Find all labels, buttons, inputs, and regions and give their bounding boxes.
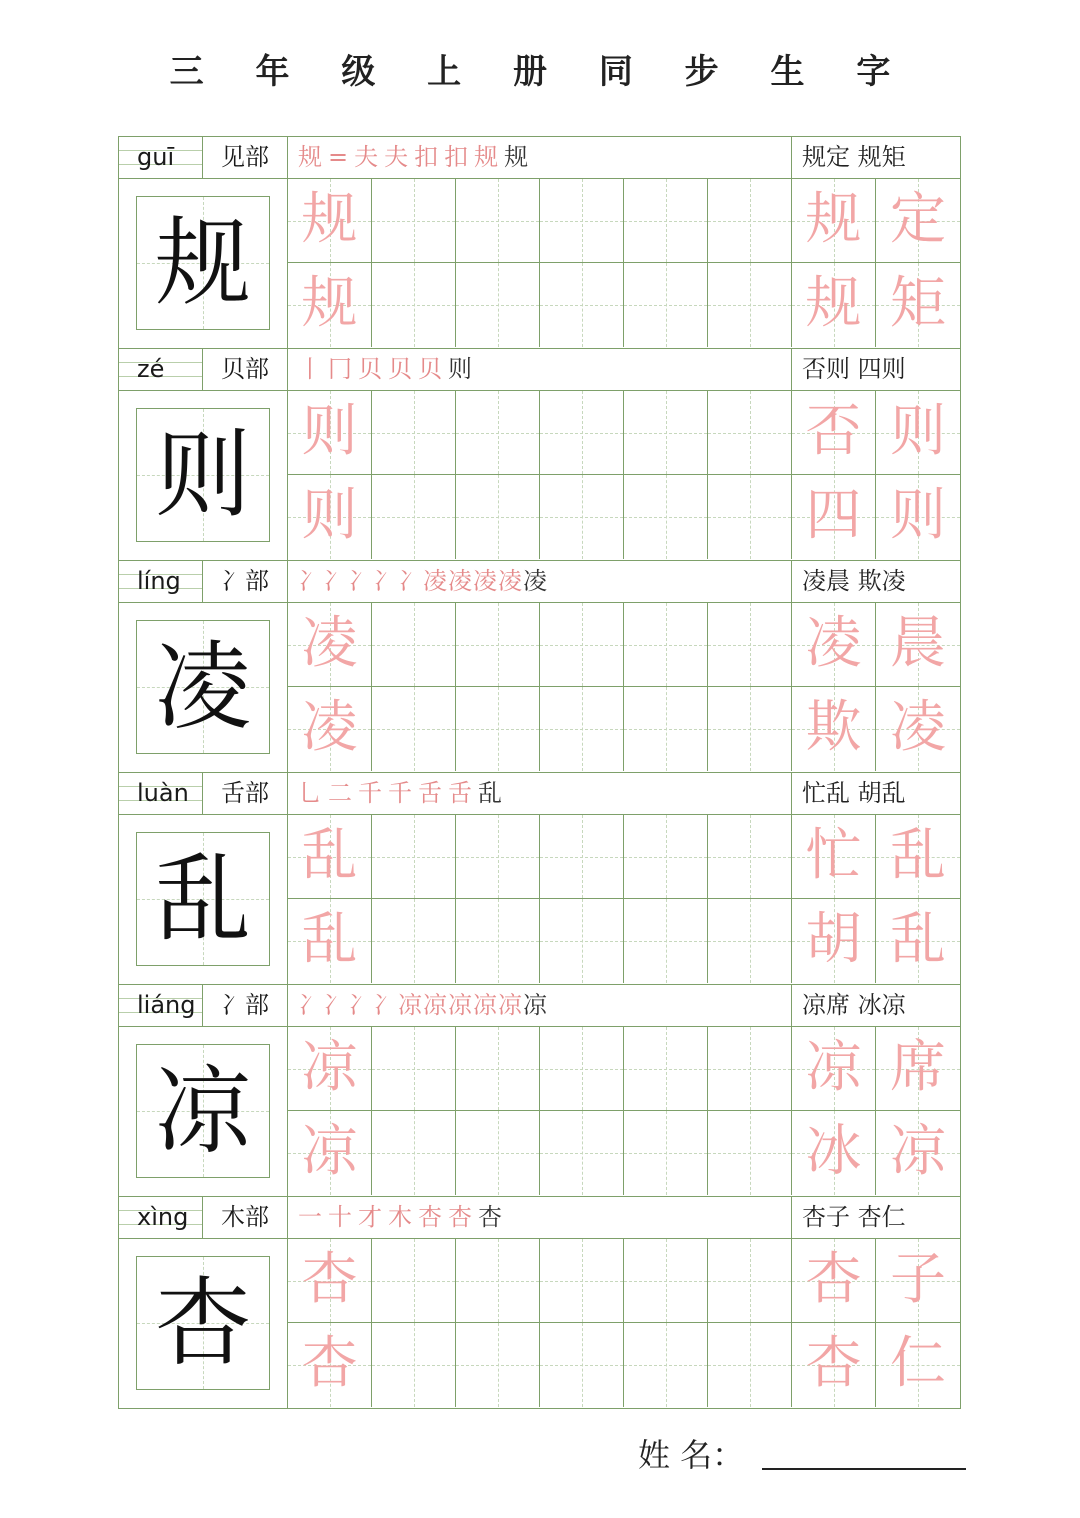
pinyin: líng [119, 561, 203, 602]
trace-word-char: 晨 [890, 611, 946, 676]
stroke-step: 扣 [444, 143, 475, 171]
practice-cell[interactable] [456, 475, 540, 559]
practice-cell[interactable] [456, 899, 540, 983]
stroke-step: = [328, 143, 355, 171]
practice-cell[interactable] [288, 899, 372, 983]
word-cell [876, 687, 960, 771]
practice-cell[interactable] [372, 1111, 456, 1195]
model-char-text: 凌 [155, 631, 251, 743]
practice-grid [288, 179, 962, 348]
trace-word-char: 冰 [805, 1119, 862, 1184]
practice-cell[interactable] [708, 179, 792, 263]
stroke-step-final: 杏 [478, 1203, 508, 1231]
practice-cell[interactable] [372, 475, 456, 559]
char-block-liang [119, 985, 960, 1197]
trace-word-char: 乱 [890, 823, 946, 888]
stroke-order [288, 773, 792, 814]
practice-cell[interactable] [288, 603, 372, 687]
model-char-text: 则 [155, 419, 251, 531]
stroke-step: 丨 [298, 355, 328, 383]
trace-word-char: 规 [805, 187, 862, 252]
practice-cell[interactable] [708, 1239, 792, 1323]
trace-word-char: 子 [890, 1247, 946, 1312]
model-char [136, 832, 270, 966]
stroke-step-final: 乱 [478, 779, 508, 807]
practice-sheet [118, 136, 961, 1409]
practice-grid [288, 815, 962, 984]
practice-cell[interactable] [624, 475, 708, 559]
practice-cell[interactable] [624, 603, 708, 687]
radical: 贝部 [203, 349, 288, 390]
word-cell [876, 1111, 960, 1195]
practice-cell[interactable] [456, 815, 540, 899]
practice-cell[interactable] [540, 1027, 624, 1111]
block-header [119, 773, 960, 815]
model-char-box [119, 179, 288, 348]
word-cell [792, 815, 876, 899]
stroke-step: 千 [388, 779, 418, 807]
practice-cell[interactable] [540, 603, 624, 687]
word-cell [876, 899, 960, 983]
practice-cell[interactable] [456, 391, 540, 475]
word-cell [876, 1239, 960, 1323]
practice-cell[interactable] [456, 687, 540, 771]
stroke-step: 凉 [423, 991, 448, 1019]
practice-cell[interactable] [708, 687, 792, 771]
stroke-step: 冫 [373, 991, 398, 1019]
word-cell [792, 1323, 876, 1407]
practice-cell[interactable] [456, 1239, 540, 1323]
practice-cell[interactable] [540, 1111, 624, 1195]
practice-cell[interactable] [372, 1239, 456, 1323]
stroke-step: 冫 [298, 567, 323, 595]
stroke-step: 凌 [473, 567, 498, 595]
stroke-step: 夫 [384, 143, 415, 171]
char-block-luan [119, 773, 960, 985]
practice-cell[interactable] [288, 1239, 372, 1323]
model-char-box [119, 603, 288, 772]
practice-cell[interactable] [456, 263, 540, 347]
trace-word-char: 仁 [890, 1331, 946, 1396]
name-label: 姓 名： [638, 1436, 745, 1474]
practice-cell[interactable] [372, 179, 456, 263]
word-cell [792, 687, 876, 771]
trace-word-char: 忙 [805, 823, 862, 888]
pinyin: zé [119, 349, 203, 390]
word-cell [876, 391, 960, 475]
practice-cell[interactable] [288, 263, 372, 347]
radical: 冫部 [203, 985, 288, 1026]
trace-char: 规 [301, 187, 358, 252]
practice-cell[interactable] [708, 1027, 792, 1111]
model-char [136, 408, 270, 542]
stroke-step: 木 [388, 1203, 418, 1231]
example-words: 杏子 杏仁 [802, 1203, 906, 1231]
practice-cell[interactable] [624, 899, 708, 983]
stroke-step: 冫 [323, 991, 348, 1019]
trace-char: 凉 [301, 1119, 358, 1184]
stroke-step: 冫 [323, 567, 348, 595]
trace-word-char: 否 [805, 399, 862, 464]
stroke-step-final: 规 [504, 143, 535, 171]
stroke-step: 杏 [448, 1203, 478, 1231]
model-char-box [119, 391, 288, 560]
radical: 舌部 [203, 773, 288, 814]
stroke-step: 贝 [418, 355, 448, 383]
stroke-step: 凉 [398, 991, 423, 1019]
stroke-step: 冫 [348, 567, 373, 595]
trace-char: 乱 [301, 823, 358, 888]
stroke-step: 冫 [373, 567, 398, 595]
stroke-step: 凉 [473, 991, 498, 1019]
word-cell [876, 179, 960, 263]
trace-char: 则 [301, 399, 358, 464]
word-cell [792, 1239, 876, 1323]
block-header [119, 349, 960, 391]
stroke-order [288, 561, 792, 602]
trace-word-char: 凉 [890, 1119, 946, 1184]
stroke-step: 冂 [328, 355, 358, 383]
model-char [136, 1044, 270, 1178]
practice-cell[interactable] [456, 1027, 540, 1111]
trace-char: 凉 [301, 1035, 358, 1100]
stroke-order [288, 985, 792, 1026]
practice-grid [288, 1239, 962, 1408]
trace-word-char: 矩 [890, 271, 946, 336]
practice-cell[interactable] [456, 1111, 540, 1195]
model-char [136, 196, 270, 330]
char-block-xing [119, 1197, 960, 1408]
stroke-step-final: 则 [448, 355, 478, 383]
stroke-step: 规 [298, 143, 328, 171]
stroke-step: 凌 [448, 567, 473, 595]
block-header [119, 561, 960, 603]
trace-char: 凌 [301, 611, 358, 676]
practice-cell[interactable] [624, 1111, 708, 1195]
practice-cell[interactable] [540, 263, 624, 347]
practice-cell[interactable] [540, 815, 624, 899]
pinyin: liáng [119, 985, 203, 1026]
practice-cell[interactable] [708, 815, 792, 899]
stroke-step-final: 凌 [523, 567, 548, 595]
practice-cell[interactable] [624, 391, 708, 475]
trace-word-char: 乱 [890, 907, 946, 972]
model-char-text: 凉 [155, 1055, 251, 1167]
practice-grid [288, 603, 962, 772]
trace-char: 乱 [301, 907, 358, 972]
trace-word-char: 胡 [805, 907, 862, 972]
stroke-step: 才 [358, 1203, 388, 1231]
practice-cell[interactable] [372, 1027, 456, 1111]
practice-cell[interactable] [288, 475, 372, 559]
model-char-box [119, 1239, 288, 1408]
trace-word-char: 规 [805, 271, 862, 336]
trace-word-char: 凌 [890, 695, 946, 760]
block-header [119, 985, 960, 1027]
practice-cell[interactable] [540, 391, 624, 475]
trace-word-char: 则 [890, 399, 946, 464]
trace-word-char: 杏 [805, 1247, 862, 1312]
block-header [119, 1197, 960, 1239]
stroke-step: 一 [298, 1203, 328, 1231]
char-block-gui [119, 137, 960, 349]
trace-word-char: 四 [805, 483, 862, 548]
practice-grid [288, 391, 962, 560]
practice-cell[interactable] [456, 1323, 540, 1407]
practice-cell[interactable] [624, 1323, 708, 1407]
word-cell [792, 1111, 876, 1195]
model-char-text: 杏 [155, 1267, 251, 1379]
word-cell [792, 179, 876, 263]
practice-cell[interactable] [288, 179, 372, 263]
practice-cell[interactable] [288, 1027, 372, 1111]
practice-cell[interactable] [288, 687, 372, 771]
model-char-text: 规 [155, 207, 251, 319]
stroke-step: 二 [328, 779, 358, 807]
stroke-step: 舌 [448, 779, 478, 807]
practice-grid [288, 1027, 962, 1196]
trace-word-char: 杏 [805, 1331, 862, 1396]
practice-cell[interactable] [624, 179, 708, 263]
stroke-step: 扣 [414, 143, 445, 171]
stroke-step: 舌 [418, 779, 448, 807]
stroke-step: 凌 [423, 567, 448, 595]
practice-cell[interactable] [372, 815, 456, 899]
practice-cell[interactable] [708, 263, 792, 347]
word-cell [876, 1027, 960, 1111]
practice-cell[interactable] [708, 1111, 792, 1195]
trace-word-char: 凉 [805, 1035, 862, 1100]
stroke-step: 凉 [498, 991, 523, 1019]
trace-char: 杏 [301, 1247, 358, 1312]
practice-cell[interactable] [372, 391, 456, 475]
stroke-step: 规 [474, 143, 505, 171]
stroke-step: 杏 [418, 1203, 448, 1231]
word-cell [792, 475, 876, 559]
stroke-step-final: 凉 [523, 991, 548, 1019]
stroke-order [288, 137, 792, 178]
stroke-order [288, 1197, 792, 1238]
stroke-step: 乚 [298, 779, 328, 807]
stroke-order [288, 349, 792, 390]
stroke-step: 凌 [498, 567, 523, 595]
word-cell [792, 1027, 876, 1111]
trace-word-char: 定 [890, 187, 946, 252]
word-cell [876, 475, 960, 559]
practice-cell[interactable] [708, 1323, 792, 1407]
practice-cell[interactable] [540, 1323, 624, 1407]
radical: 木部 [203, 1197, 288, 1238]
word-cell [792, 899, 876, 983]
practice-cell[interactable] [708, 391, 792, 475]
example-words: 凌晨 欺凌 [802, 567, 906, 595]
word-cell [792, 391, 876, 475]
stroke-step: 冫 [348, 991, 373, 1019]
block-header [119, 137, 960, 179]
practice-cell[interactable] [372, 899, 456, 983]
trace-word-char: 则 [890, 483, 946, 548]
practice-cell[interactable] [372, 603, 456, 687]
practice-cell[interactable] [288, 1111, 372, 1195]
example-words: 否则 四则 [802, 355, 906, 383]
example-words: 忙乱 胡乱 [802, 779, 906, 807]
trace-char: 规 [301, 271, 358, 336]
practice-cell[interactable] [456, 603, 540, 687]
practice-cell[interactable] [624, 1027, 708, 1111]
practice-cell[interactable] [708, 899, 792, 983]
trace-char: 则 [301, 483, 358, 548]
stroke-step: 冫 [398, 567, 423, 595]
practice-cell[interactable] [624, 687, 708, 771]
practice-cell[interactable] [288, 391, 372, 475]
practice-cell[interactable] [288, 1323, 372, 1407]
trace-char: 凌 [301, 695, 358, 760]
radical: 冫部 [203, 561, 288, 602]
pinyin: xìng [119, 1197, 203, 1238]
model-char-text: 乱 [155, 843, 251, 955]
radical: 见部 [203, 137, 288, 178]
pinyin: guī [119, 137, 203, 178]
model-char-box [119, 815, 288, 984]
stroke-step: 千 [358, 779, 388, 807]
practice-cell[interactable] [540, 899, 624, 983]
word-cell [876, 263, 960, 347]
practice-cell[interactable] [540, 475, 624, 559]
trace-word-char: 欺 [805, 695, 862, 760]
word-cell [792, 603, 876, 687]
pinyin: luàn [119, 773, 203, 814]
practice-cell[interactable] [288, 815, 372, 899]
practice-cell[interactable] [540, 1239, 624, 1323]
char-block-ling [119, 561, 960, 773]
practice-cell[interactable] [624, 263, 708, 347]
trace-word-char: 凌 [805, 611, 862, 676]
practice-cell[interactable] [540, 687, 624, 771]
practice-cell[interactable] [624, 815, 708, 899]
practice-cell[interactable] [540, 179, 624, 263]
practice-cell[interactable] [372, 1323, 456, 1407]
word-cell [876, 815, 960, 899]
page-title: 三 年 级 上 册 同 步 生 字 [169, 52, 911, 92]
trace-char: 杏 [301, 1331, 358, 1396]
example-words: 凉席 冰凉 [802, 991, 906, 1019]
stroke-step: 贝 [358, 355, 388, 383]
practice-cell[interactable] [708, 475, 792, 559]
practice-cell[interactable] [372, 687, 456, 771]
stroke-step: 冫 [298, 991, 323, 1019]
name-field[interactable] [762, 1468, 966, 1470]
word-cell [792, 263, 876, 347]
practice-cell[interactable] [708, 603, 792, 687]
model-char [136, 1256, 270, 1390]
example-words: 规定 规矩 [802, 143, 906, 171]
model-char-box [119, 1027, 288, 1196]
stroke-step: 凉 [448, 991, 473, 1019]
stroke-step: 贝 [388, 355, 418, 383]
model-char [136, 620, 270, 754]
trace-word-char: 席 [890, 1035, 946, 1100]
stroke-step: 十 [328, 1203, 358, 1231]
practice-cell[interactable] [372, 263, 456, 347]
word-cell [876, 1323, 960, 1407]
char-block-ze [119, 349, 960, 561]
practice-cell[interactable] [624, 1239, 708, 1323]
word-cell [876, 603, 960, 687]
stroke-step: 夫 [354, 143, 385, 171]
practice-cell[interactable] [456, 179, 540, 263]
